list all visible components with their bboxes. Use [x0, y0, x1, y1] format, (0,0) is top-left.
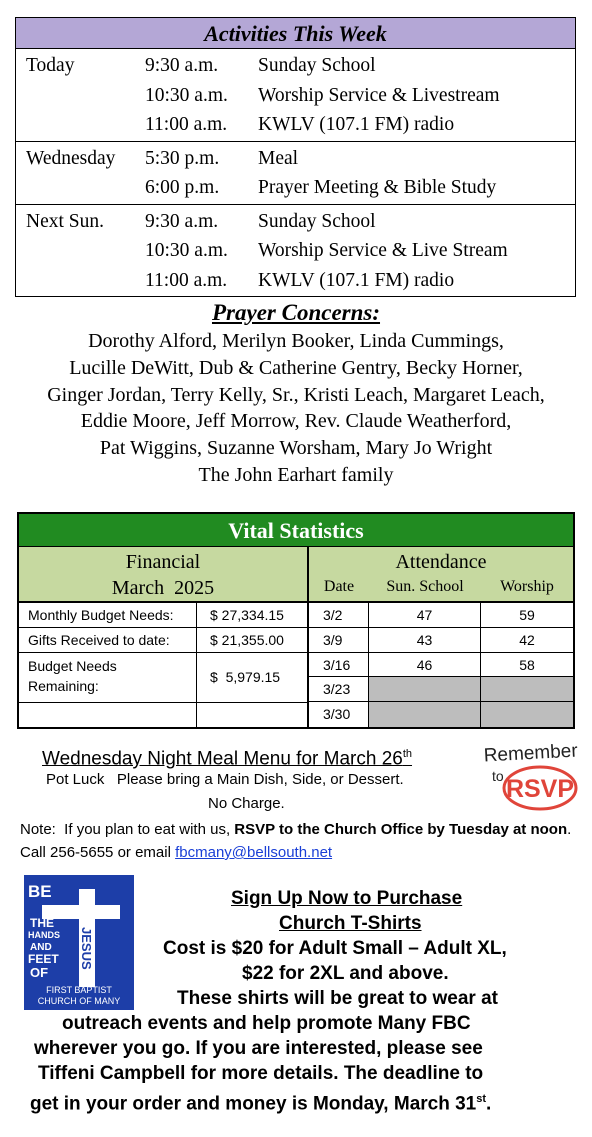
activity-event: KWLV (107.1 FM) radio — [258, 114, 455, 135]
activity-event: Sunday School — [258, 55, 376, 76]
attendance-worship: 58 — [519, 656, 535, 673]
svg-text:JESUS: JESUS — [79, 927, 94, 970]
activities-group-today — [16, 49, 575, 142]
svg-text:CHURCH OF MANY: CHURCH OF MANY — [37, 996, 121, 1006]
financial-row — [19, 653, 307, 703]
vital-subheader — [19, 547, 573, 603]
svg-text:BE: BE — [28, 882, 52, 901]
financial-row — [19, 603, 307, 628]
activity-time: 9:30 a.m. — [145, 55, 219, 76]
remaining-value: $ 5,979.15 — [210, 669, 281, 685]
activity-day: Today — [26, 55, 75, 76]
svg-text:THE: THE — [30, 916, 54, 930]
prayer-title: Prayer Concerns: — [211, 300, 381, 325]
financial-title: Financial — [125, 551, 201, 573]
shirt-title: Sign Up Now to Purchase — [231, 888, 463, 909]
attendance-row — [309, 653, 573, 678]
rsvp-badge — [483, 739, 579, 811]
svg-text:OF: OF — [30, 965, 49, 980]
activity-row — [16, 174, 575, 204]
meal-cost: No Charge. — [208, 795, 285, 812]
attendance-row — [309, 677, 573, 702]
gifts-label: Gifts Received to date: — [19, 628, 197, 652]
activity-time: 10:30 a.m. — [145, 240, 228, 261]
shirt-deadline: get in your order and money is Monday, March 31st. — [30, 1093, 492, 1115]
activity-time: 11:00 a.m. — [145, 114, 228, 135]
attendance-ss — [369, 677, 481, 701]
activity-day: Wednesday — [26, 147, 116, 169]
activity-event: Worship Service & Live Stream — [258, 240, 508, 261]
prayer-line: The John Earhart family — [198, 463, 394, 486]
activity-event: KWLV (107.1 FM) radio — [258, 269, 455, 291]
shirt-cost: $22 for 2XL and above. — [242, 963, 449, 984]
activities-table — [15, 17, 576, 297]
vital-title: Vital Statistics — [19, 514, 573, 547]
svg-text:FEET: FEET — [28, 952, 59, 966]
shirt-body: These shirts will be great to wear at — [177, 988, 498, 1009]
email-link[interactable]: fbcmany@bellsouth.net — [175, 844, 333, 861]
financial-row — [19, 628, 307, 653]
attendance-worship — [481, 702, 573, 727]
shirt-cost: Cost is $20 for Adult Small – Adult XL, — [163, 938, 507, 959]
rsvp-text: RSVP — [505, 775, 575, 803]
attendance-date: 3/23 — [309, 677, 369, 701]
attendance-header — [309, 547, 573, 601]
svg-text:AND: AND — [30, 942, 52, 953]
column-worship: Worship — [500, 578, 554, 595]
activity-event: Worship Service & Livestream — [258, 84, 500, 106]
financial-header — [19, 547, 309, 601]
attendance-row — [309, 628, 573, 653]
meal-note: Note: If you plan to eat with us, RSVP to the Church Office by Tuesday at noon. Call 256-5655 or email fbcmany@bellsouth.net — [20, 821, 580, 861]
attendance-date: 3/2 — [309, 603, 369, 627]
activity-event: Meal — [258, 147, 299, 169]
financial-table — [19, 603, 309, 727]
shirt-title: Church T-Shirts — [279, 913, 422, 934]
attendance-table — [309, 603, 573, 727]
shirt-body: wherever you go. If you are interested, please see — [34, 1038, 483, 1059]
activity-time: 9:30 a.m. — [145, 210, 219, 232]
activities-title: Activities This Week — [16, 18, 575, 49]
attendance-date: 3/30 — [309, 702, 369, 727]
prayer-line: Ginger Jordan, Terry Kelly, Sr., Kristi Leach, Margaret Leach, — [47, 383, 545, 406]
column-date: Date — [323, 578, 355, 595]
activity-day: Next Sun. — [26, 210, 104, 232]
attendance-date: 3/9 — [309, 628, 369, 652]
column-sunday-school: Sun. School — [386, 578, 464, 595]
meal-title: Wednesday Night Meal Menu for March 26th — [42, 748, 413, 770]
attendance-ss: 43 — [369, 628, 481, 652]
activity-row — [16, 208, 575, 238]
activity-time: 5:30 p.m. — [145, 147, 220, 169]
activity-time: 10:30 a.m. — [145, 84, 228, 106]
shirt-body: Tiffeni Campbell for more details. The deadline to — [38, 1063, 484, 1084]
attendance-row — [309, 702, 573, 727]
prayer-line: Pat Wiggins, Suzanne Worsham, Mary Jo Wright — [99, 437, 493, 460]
vital-statistics-table — [17, 512, 575, 729]
svg-text:FIRST BAPTIST: FIRST BAPTIST — [46, 985, 112, 995]
financial-period: March 2025 — [111, 577, 215, 599]
remaining-label: Remaining: — [28, 678, 99, 694]
activity-row — [16, 111, 575, 141]
shirt-body: outreach events and help promote Many FBC — [62, 1013, 471, 1034]
prayer-line: Dorothy Alford, Merilyn Booker, Linda Cummings, — [88, 330, 504, 352]
attendance-row — [309, 603, 573, 628]
svg-text:HANDS: HANDS — [28, 930, 61, 940]
attendance-worship: 59 — [519, 607, 535, 623]
activity-time: 11:00 a.m. — [145, 269, 228, 291]
financial-row — [19, 703, 307, 727]
prayer-line: Lucille DeWitt, Dub & Catherine Gentry, Becky Horner, — [69, 356, 523, 379]
activity-row — [16, 237, 575, 267]
attendance-date: 3/16 — [309, 653, 369, 677]
rsvp-deadline: RSVP to the Church Office by Tuesday at noon — [234, 821, 568, 838]
attendance-title: Attendance — [395, 551, 487, 573]
remaining-label: Budget Needs — [28, 658, 117, 674]
activity-time: 6:00 p.m. — [145, 177, 220, 198]
activity-event: Prayer Meeting & Bible Study — [258, 177, 497, 198]
activity-row — [16, 52, 575, 82]
attendance-ss: 47 — [369, 603, 481, 627]
tshirt-logo-image — [24, 875, 134, 1010]
prayer-line: Eddie Moore, Jeff Morrow, Rev. Claude Weatherford, — [80, 410, 512, 433]
gifts-value: $ 21,355.00 — [210, 632, 284, 648]
attendance-worship — [481, 677, 573, 701]
prayer-concerns — [0, 298, 592, 489]
budget-label: Monthly Budget Needs: — [19, 603, 197, 627]
attendance-worship: 42 — [519, 631, 535, 648]
budget-value: $ 27,334.15 — [210, 607, 284, 623]
rsvp-remember-text: Remember — [483, 740, 579, 767]
meal-description: Pot Luck Please bring a Main Dish, Side, or Dessert. — [46, 771, 404, 788]
attendance-ss — [369, 702, 481, 727]
attendance-ss: 46 — [369, 653, 481, 677]
activities-group-next-sunday — [16, 205, 575, 297]
activity-row — [16, 145, 575, 175]
activity-event: Sunday School — [258, 210, 376, 232]
activities-group-wednesday — [16, 142, 575, 205]
rsvp-to-text: to — [492, 768, 504, 784]
activity-row — [16, 267, 575, 297]
activity-row — [16, 82, 575, 112]
